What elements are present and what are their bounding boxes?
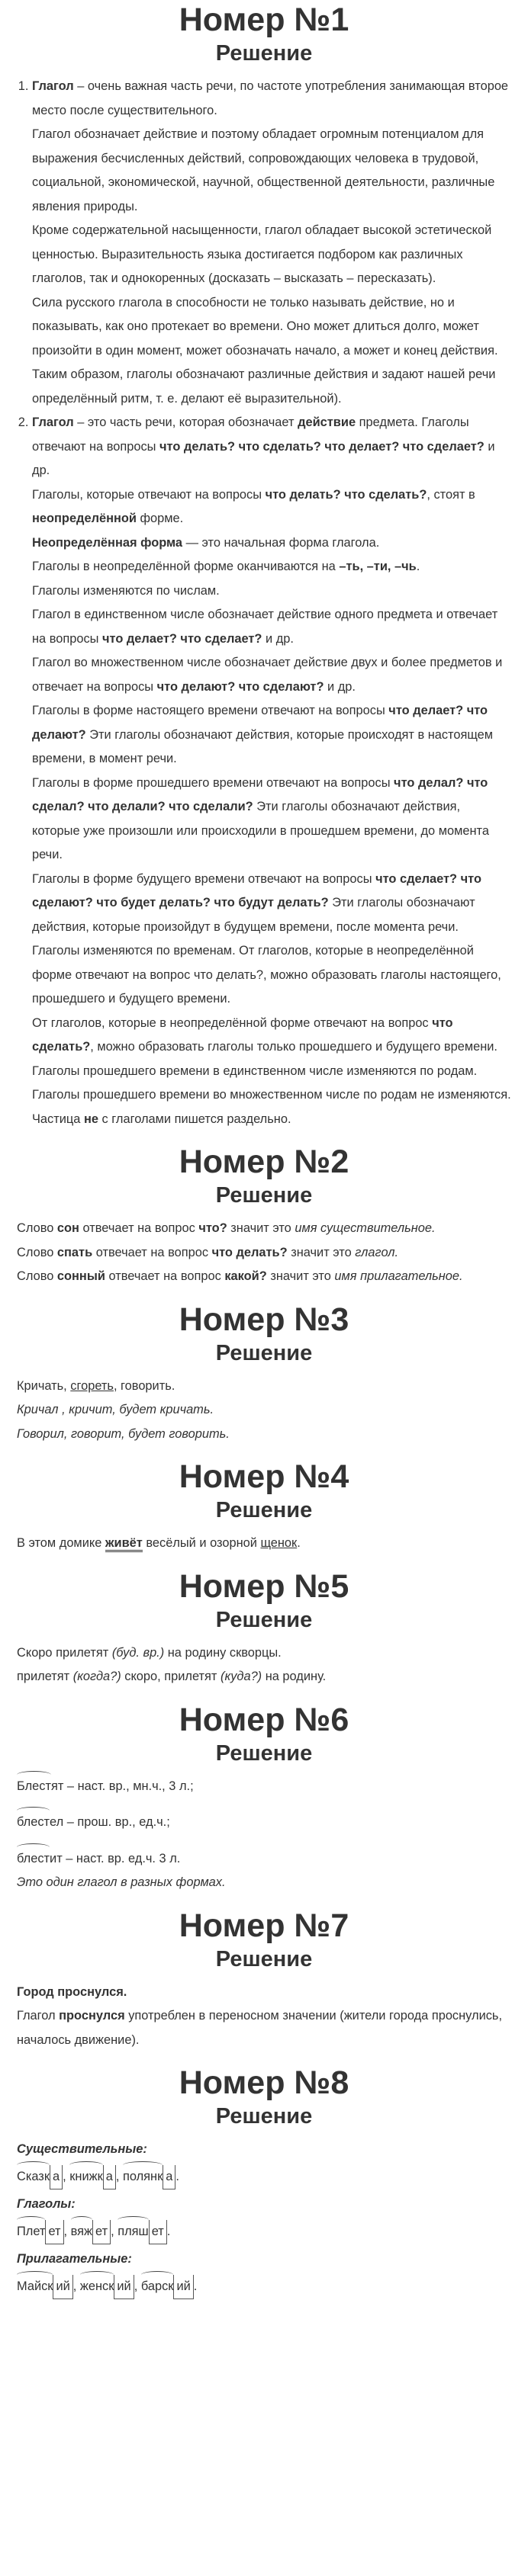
answer-line: Это один глагол в разных формах. <box>17 1875 226 1889</box>
task-title-4: Номер №4 <box>179 1458 349 1495</box>
word-root: блест <box>17 1811 50 1835</box>
solution-heading-3: Решение <box>215 1340 313 1365</box>
text: с глаголами пишется раздельно. <box>98 1112 291 1126</box>
word-list <box>17 2275 511 2300</box>
question: что делать? что сделать? что делает? что сделает? <box>159 439 485 454</box>
predicate: живёт <box>105 1536 143 1552</box>
word-root: женск <box>80 2275 114 2299</box>
text: и др. <box>262 631 294 646</box>
separator: , <box>134 2279 141 2293</box>
text: Эти глаголы обозначают действия, которые происходят в настоящем времени, в момент речи. <box>32 727 494 765</box>
text: и др. <box>324 679 356 694</box>
word: сонный <box>56 1269 105 1283</box>
question: какой? <box>224 1269 267 1283</box>
text: Слово <box>17 1245 57 1259</box>
term: Неопределённая форма <box>32 535 183 550</box>
word-root: Майск <box>17 2275 53 2299</box>
text: Глаголы в форме прошедшего времени отвечают на вопросы <box>32 775 394 790</box>
separator: , <box>115 2169 123 2183</box>
note: (буд. вр.) <box>111 1645 165 1660</box>
word-analysis <box>71 2225 111 2238</box>
question: что сделает? что сделают? что будет делать? что будут делать? <box>32 871 481 909</box>
answer-line <box>17 1665 511 1689</box>
word-analysis <box>17 2225 64 2238</box>
section-5 <box>17 1567 511 1689</box>
answer-line <box>17 1265 511 1289</box>
text: Таким образом, глаголы обозначают различные действия и задают нашей речи определённый ритм, т. е. делают её выразительной). <box>32 367 496 406</box>
question: что делает? что делают? <box>32 704 488 742</box>
answer-item-2 <box>32 411 511 1131</box>
text: значит это <box>287 1245 356 1259</box>
word-ending: ет <box>149 2220 167 2245</box>
answer-line: Кричал , кричит, будет кричать. <box>17 1403 214 1416</box>
text: форме. <box>137 512 184 525</box>
task-title-7: Номер №7 <box>179 1907 349 1944</box>
text: отвечает на вопрос <box>92 1245 212 1259</box>
question: (куда?) <box>221 1670 262 1683</box>
term: действие <box>298 415 356 429</box>
text: Сила русского глагола в способности не только называть действие, но и показывать, как оно протекает во времени. Оно может длиться долго, может произойти в один момент, может обозначать начало, а может и конец действия. <box>32 295 498 358</box>
text: Глагол во множественном числе обозначает действие двух и более предметов и отвечает на вопросы <box>32 656 503 694</box>
text: – это часть речи, которая обозначает <box>73 415 298 429</box>
word-root: барск <box>141 2275 174 2299</box>
question: (когда?) <box>72 1670 121 1683</box>
task-title-2: Номер №2 <box>179 1144 349 1180</box>
text: скоро, прилетят <box>121 1670 221 1683</box>
word-analysis <box>17 2279 73 2293</box>
task-title-1: Номер №1 <box>179 2 349 38</box>
text: Эти глаголы обозначают действия, которые уже произошли или происходили в прошедшем времени, до момента речи. <box>32 800 489 861</box>
text: , говорить. <box>113 1378 175 1393</box>
term: Глагол <box>32 415 74 429</box>
term: неопределённой <box>32 512 137 525</box>
text: Глаголы в неопределённой форме оканчиваются на <box>32 560 340 573</box>
answer-line <box>17 1811 511 1835</box>
text: Глагол обозначает действие и поэтому обладает огромным потенциалом для выражения бесчисленных действий, сопровождающих человека в трудовой, социальной, экономической, научной, общественной деятельности, различные явления природы. <box>32 127 495 213</box>
separator: , <box>111 2224 118 2238</box>
text: ит – наст. вр. ед.ч. 3 л. <box>50 1851 181 1865</box>
text: Глаголы, которые отвечают на вопросы <box>32 487 266 502</box>
text: Глаголы изменяются по временам. От глаголов, которые в неопределённой форме отвечают на вопрос что делать?, можно образовать глаголы настоящего, прошедшего и будущего времени. <box>32 944 501 1006</box>
question: что делал? что сделал? что делали? что сделали? <box>32 775 488 813</box>
separator: , <box>63 2224 71 2238</box>
word-ending: а <box>50 2165 63 2190</box>
answer-line: Говорил, говорит, будет говорить. <box>17 1426 230 1441</box>
text: значит это <box>227 1221 295 1235</box>
separator: . <box>193 2279 198 2293</box>
text: , стоят в <box>427 487 475 502</box>
word-ending: ий <box>53 2275 72 2300</box>
word-root: Плет <box>17 2220 45 2244</box>
solution-heading-6: Решение <box>215 1740 313 1766</box>
text: Слово <box>17 1269 57 1283</box>
word-ending: а <box>163 2165 175 2190</box>
answer-line <box>17 2004 511 2052</box>
question: что делать? <box>211 1245 288 1259</box>
text: отвечает на вопрос <box>105 1269 225 1283</box>
separator: . <box>166 2224 171 2238</box>
word-root: книжк <box>69 2165 103 2189</box>
text: на родину скворцы. <box>164 1645 282 1660</box>
section-7 <box>17 1906 511 2053</box>
section-8 <box>17 2063 511 2299</box>
answer-item-1 <box>32 75 511 411</box>
word-ending: ет <box>45 2220 63 2245</box>
task-title-8: Номер №8 <box>179 2064 349 2101</box>
solution-heading-1: Решение <box>215 41 313 66</box>
text: Слово <box>17 1221 57 1235</box>
text: Эти глаголы обозначают действия, которые произойдут в будущем времени, после момента речи. <box>32 896 475 934</box>
part-of-speech: глагол. <box>355 1245 398 1259</box>
question: что сделать? <box>32 1015 453 1054</box>
text: В этом домике <box>17 1536 105 1550</box>
answer-list <box>17 75 511 1131</box>
task-title-5: Номер №5 <box>179 1567 349 1605</box>
question: что делать? что сделать? <box>265 487 427 502</box>
answer-line <box>17 1641 511 1666</box>
solution-heading-4: Решение <box>215 1498 313 1522</box>
word-analysis <box>118 2225 167 2238</box>
word-list <box>17 2220 511 2245</box>
word-analysis <box>69 2170 116 2183</box>
answer-line <box>17 1775 511 1799</box>
word: спать <box>56 1245 93 1259</box>
term-verb: Глагол <box>32 79 74 93</box>
word: сон <box>56 1221 79 1235</box>
section-4 <box>17 1457 511 1556</box>
text: предмета. Глаголы отвечают на вопросы <box>32 415 469 454</box>
text: Глаголы прошедшего времени во множественном числе по родам не изменяются. <box>32 1088 511 1102</box>
task-title-6: Номер №6 <box>179 1701 349 1738</box>
word-analysis <box>17 2170 63 2183</box>
text: Глаголы в форме настоящего времени отвечают на вопросы <box>32 704 389 717</box>
text: Частица <box>32 1112 84 1126</box>
part-of-speech: имя существительное. <box>295 1221 436 1235</box>
separator: . <box>175 2169 179 2183</box>
question: что делают? что сделают? <box>156 679 324 694</box>
word-analysis <box>141 2279 194 2293</box>
word-root: Блест <box>17 1775 51 1799</box>
text: Кричать, <box>17 1378 71 1393</box>
answer-line <box>17 1217 511 1241</box>
text: ят – наст. вр., мн.ч., 3 л.; <box>50 1779 194 1793</box>
separator: , <box>72 2279 80 2293</box>
answer-line <box>17 1981 511 2005</box>
word-root: вяж <box>71 2220 92 2244</box>
word-root: полянк <box>123 2165 163 2189</box>
text: Глаголы прошедшего времени в единственном числе изменяются по родам. <box>32 1063 478 1078</box>
word-root: пляш <box>118 2220 148 2244</box>
word-list <box>17 2165 511 2190</box>
word-analysis <box>123 2170 175 2183</box>
question: что делает? что сделает? <box>102 631 262 646</box>
text: употреблен в переносном значении (жители города проснулись, началось движение). <box>17 2009 503 2047</box>
text: весёлый и озорной <box>142 1536 261 1550</box>
answer-line <box>17 1241 511 1266</box>
word-ending: ий <box>114 2275 134 2300</box>
word-analysis <box>80 2279 134 2293</box>
task-title-3: Номер №3 <box>179 1301 349 1338</box>
underlined-word: сгореть <box>70 1378 114 1393</box>
word-ending: а <box>103 2165 116 2190</box>
text: . <box>297 1536 301 1550</box>
text: прилетят <box>17 1670 73 1683</box>
text: Глаголы изменяются по числам. <box>32 583 220 598</box>
text: Скоро прилетят <box>17 1645 112 1660</box>
separator: , <box>63 2169 70 2183</box>
solution-heading-7: Решение <box>215 1946 313 1971</box>
solution-heading-5: Решение <box>215 1607 313 1632</box>
subject: щенок <box>260 1536 298 1550</box>
solution-heading-8: Решение <box>215 2104 313 2128</box>
word-ending: ет <box>92 2220 111 2245</box>
answer-line <box>17 1532 511 1556</box>
text: — это начальная форма глагола. <box>182 535 380 550</box>
group-heading: Глаголы: <box>17 2197 76 2211</box>
answer-line <box>17 1847 511 1872</box>
text: . <box>416 560 420 573</box>
text: Глагол <box>17 2009 60 2023</box>
text: на родину. <box>262 1670 327 1683</box>
text: – очень важная часть речи, по частоте употребления занимающая второе место после существительного. <box>32 79 509 117</box>
answer-line <box>17 1375 511 1399</box>
word-root: блест <box>17 1847 50 1872</box>
word: проснулся <box>59 2009 125 2023</box>
section-6 <box>17 1700 511 1895</box>
text: ел – прош. вр., ед.ч.; <box>50 1815 170 1829</box>
text: Кроме содержательной насыщенности, глагол обладает высокой эстетической ценностью. Выразительность языка достигается подбором как различных глаголов, так и однокоренных (досказать – высказать – пересказать). <box>32 223 492 285</box>
text: Глаголы в форме будущего времени отвечают на вопросы <box>32 871 376 886</box>
group-heading: Существительные: <box>17 2142 147 2156</box>
text: От глаголов, которые в неопределённой форме отвечают на вопрос <box>32 1015 433 1030</box>
text: отвечает на вопрос <box>79 1221 199 1235</box>
word-ending: ий <box>173 2275 193 2300</box>
text: и др. <box>32 439 495 477</box>
solution-heading-2: Решение <box>215 1183 313 1208</box>
text: , можно образовать глаголы только прошедшего и будущего времени. <box>90 1040 497 1054</box>
group-heading: Прилагательные: <box>17 2252 132 2266</box>
question: что? <box>198 1221 227 1235</box>
section-3 <box>17 1300 511 1447</box>
text: значит это <box>266 1269 335 1283</box>
sentence: Город проснулся. <box>17 1984 127 1999</box>
part-of-speech: имя прилагательное. <box>334 1269 463 1283</box>
word-root: Сказк <box>17 2165 50 2189</box>
section-2 <box>17 1142 511 1289</box>
term: не <box>83 1112 98 1126</box>
suffixes: –ть, –ти, –чь <box>339 560 417 573</box>
text: Глагол в единственном числе обозначает действие одного предмета и отвечает на вопросы <box>32 608 498 646</box>
